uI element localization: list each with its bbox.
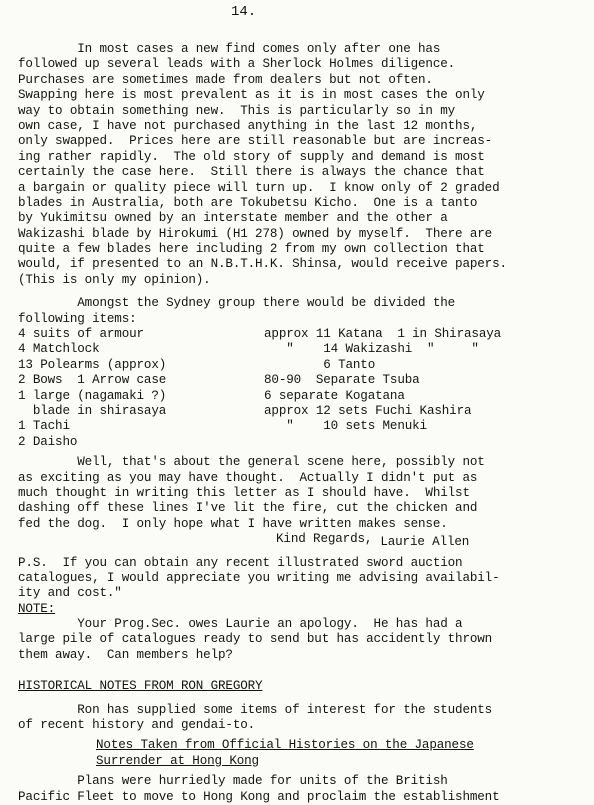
text-line: them away. Can members help? <box>18 647 233 662</box>
text-line: certainly the case here. Still there is always the chance that <box>18 165 485 180</box>
text-line: Plans were hurriedly made for units of the British <box>18 774 448 789</box>
items-right-column <box>264 327 588 450</box>
paragraph-collecting-scene <box>18 42 588 288</box>
list-item: approx 12 sets Fuchi Kashira <box>264 403 472 418</box>
subheading-line: Notes Taken from Official Histories on the Japanese <box>96 738 474 753</box>
note-text <box>18 617 588 663</box>
signature-name: Laurie Allen <box>380 535 470 550</box>
list-item: 2 Bows 1 Arrow case <box>18 373 167 388</box>
text-line: following items: <box>18 311 137 326</box>
items-list <box>18 327 588 450</box>
text-line: would, if presented to an N.B.T.H.K. Shinsa, would receive papers. <box>18 257 507 272</box>
text-line: blades in Australia, both are Tokubetsu Kicho. One is a tanto <box>18 195 478 210</box>
paragraph-sydney-group <box>18 296 588 327</box>
closing-salutation: Kind Regards, <box>276 532 373 547</box>
list-item: 4 suits of armour <box>18 327 144 342</box>
list-item: 4 Matchlock <box>18 342 100 357</box>
list-item: 6 Tanto <box>264 357 376 372</box>
items-left-column <box>18 327 264 450</box>
list-item: 6 separate Kogatana <box>264 388 405 403</box>
paragraph-hong-kong <box>18 774 588 805</box>
text-line: Wakizashi blade by Hirokumi (H1 278) owned by myself. There are <box>18 226 493 241</box>
page-number: 14. <box>231 4 257 20</box>
list-item: 13 Polearms (approx) <box>18 357 167 372</box>
section-heading: HISTORICAL NOTES FROM RON GREGORY <box>18 679 263 694</box>
text-line: quite a few blades here including 2 from my own collection that <box>18 242 485 257</box>
text-line: In most cases a new find comes only after one has <box>18 42 441 56</box>
subheading-line: Surrender at Hong Kong <box>96 753 259 768</box>
list-item: 1 Tachi <box>18 419 70 434</box>
list-item: 2 Daisho <box>18 434 78 449</box>
text-line: way to obtain something new. This is particularly so in my <box>18 103 456 118</box>
text-line: ity and cost." <box>18 586 122 601</box>
text-line: Swapping here is most prevalent as it is in most cases the only <box>18 88 485 103</box>
list-item: " 10 sets Menuki <box>264 419 427 434</box>
text-line: Amongst the Sydney group there would be divided the <box>18 296 456 311</box>
text-line: large pile of catalogues ready to send but has accidently thrown <box>18 632 493 647</box>
text-line: Purchases are sometimes made from dealers but not often. <box>18 72 433 87</box>
text-line: much thought in writing this letter as I should have. Whilst <box>18 485 470 500</box>
text-line: catalogues, I would appreciate you writing me advising availabil- <box>18 570 500 585</box>
text-line: of recent history and gendai-to. <box>18 718 256 733</box>
text-line: as exciting as you may have thought. Actually I didn't put as <box>18 470 478 485</box>
text-line: a bargain or quality piece will turn up. I know only of 2 graded <box>18 180 500 195</box>
note-label: NOTE: <box>18 601 56 616</box>
text-line: Well, that's about the general scene here, possibly not <box>18 455 485 470</box>
section-intro <box>18 703 588 734</box>
list-item: " 14 Wakizashi " " <box>264 342 479 357</box>
text-line: own case, I have not purchased anything in the last 12 months, <box>18 118 478 133</box>
subheading <box>18 738 588 769</box>
text-line: ing rather rapidly. The old story of supply and demand is most <box>18 149 485 164</box>
postscript <box>18 556 588 602</box>
text-line: Your Prog.Sec. owes Laurie an apology. He has had a <box>18 617 463 632</box>
text-line: dashing off these lines I've lit the fire, cut the chicken and <box>18 501 478 516</box>
list-item: 1 large (nagamaki ?) <box>18 388 167 403</box>
text-line: by Yukimitsu owned by an interstate member and the other a <box>18 211 448 226</box>
text-line: (This is only my opinion). <box>18 272 211 287</box>
list-item <box>264 435 588 450</box>
paragraph-closing-remarks <box>18 455 588 532</box>
text-line: Pacific Fleet to move to Hong Kong and proclaim the establishment <box>18 789 500 804</box>
text-line: P.S. If you can obtain any recent illustrated sword auction <box>18 555 463 570</box>
text-line: Ron has supplied some items of interest for the students <box>18 702 493 717</box>
list-item: 80-90 Separate Tsuba <box>264 373 420 388</box>
sign-off <box>18 532 588 550</box>
text-line: fed the dog. I only hope what I have written makes sense. <box>18 516 448 531</box>
text-line: followed up several leads with a Sherlock Holmes diligence. <box>18 57 456 72</box>
list-item: approx 11 Katana 1 in Shirasaya <box>264 327 502 342</box>
list-item: blade in shirasaya <box>18 403 167 418</box>
text-line: only swapped. Prices here are still reasonable but are increas- <box>18 134 493 149</box>
letter-body <box>18 42 588 805</box>
